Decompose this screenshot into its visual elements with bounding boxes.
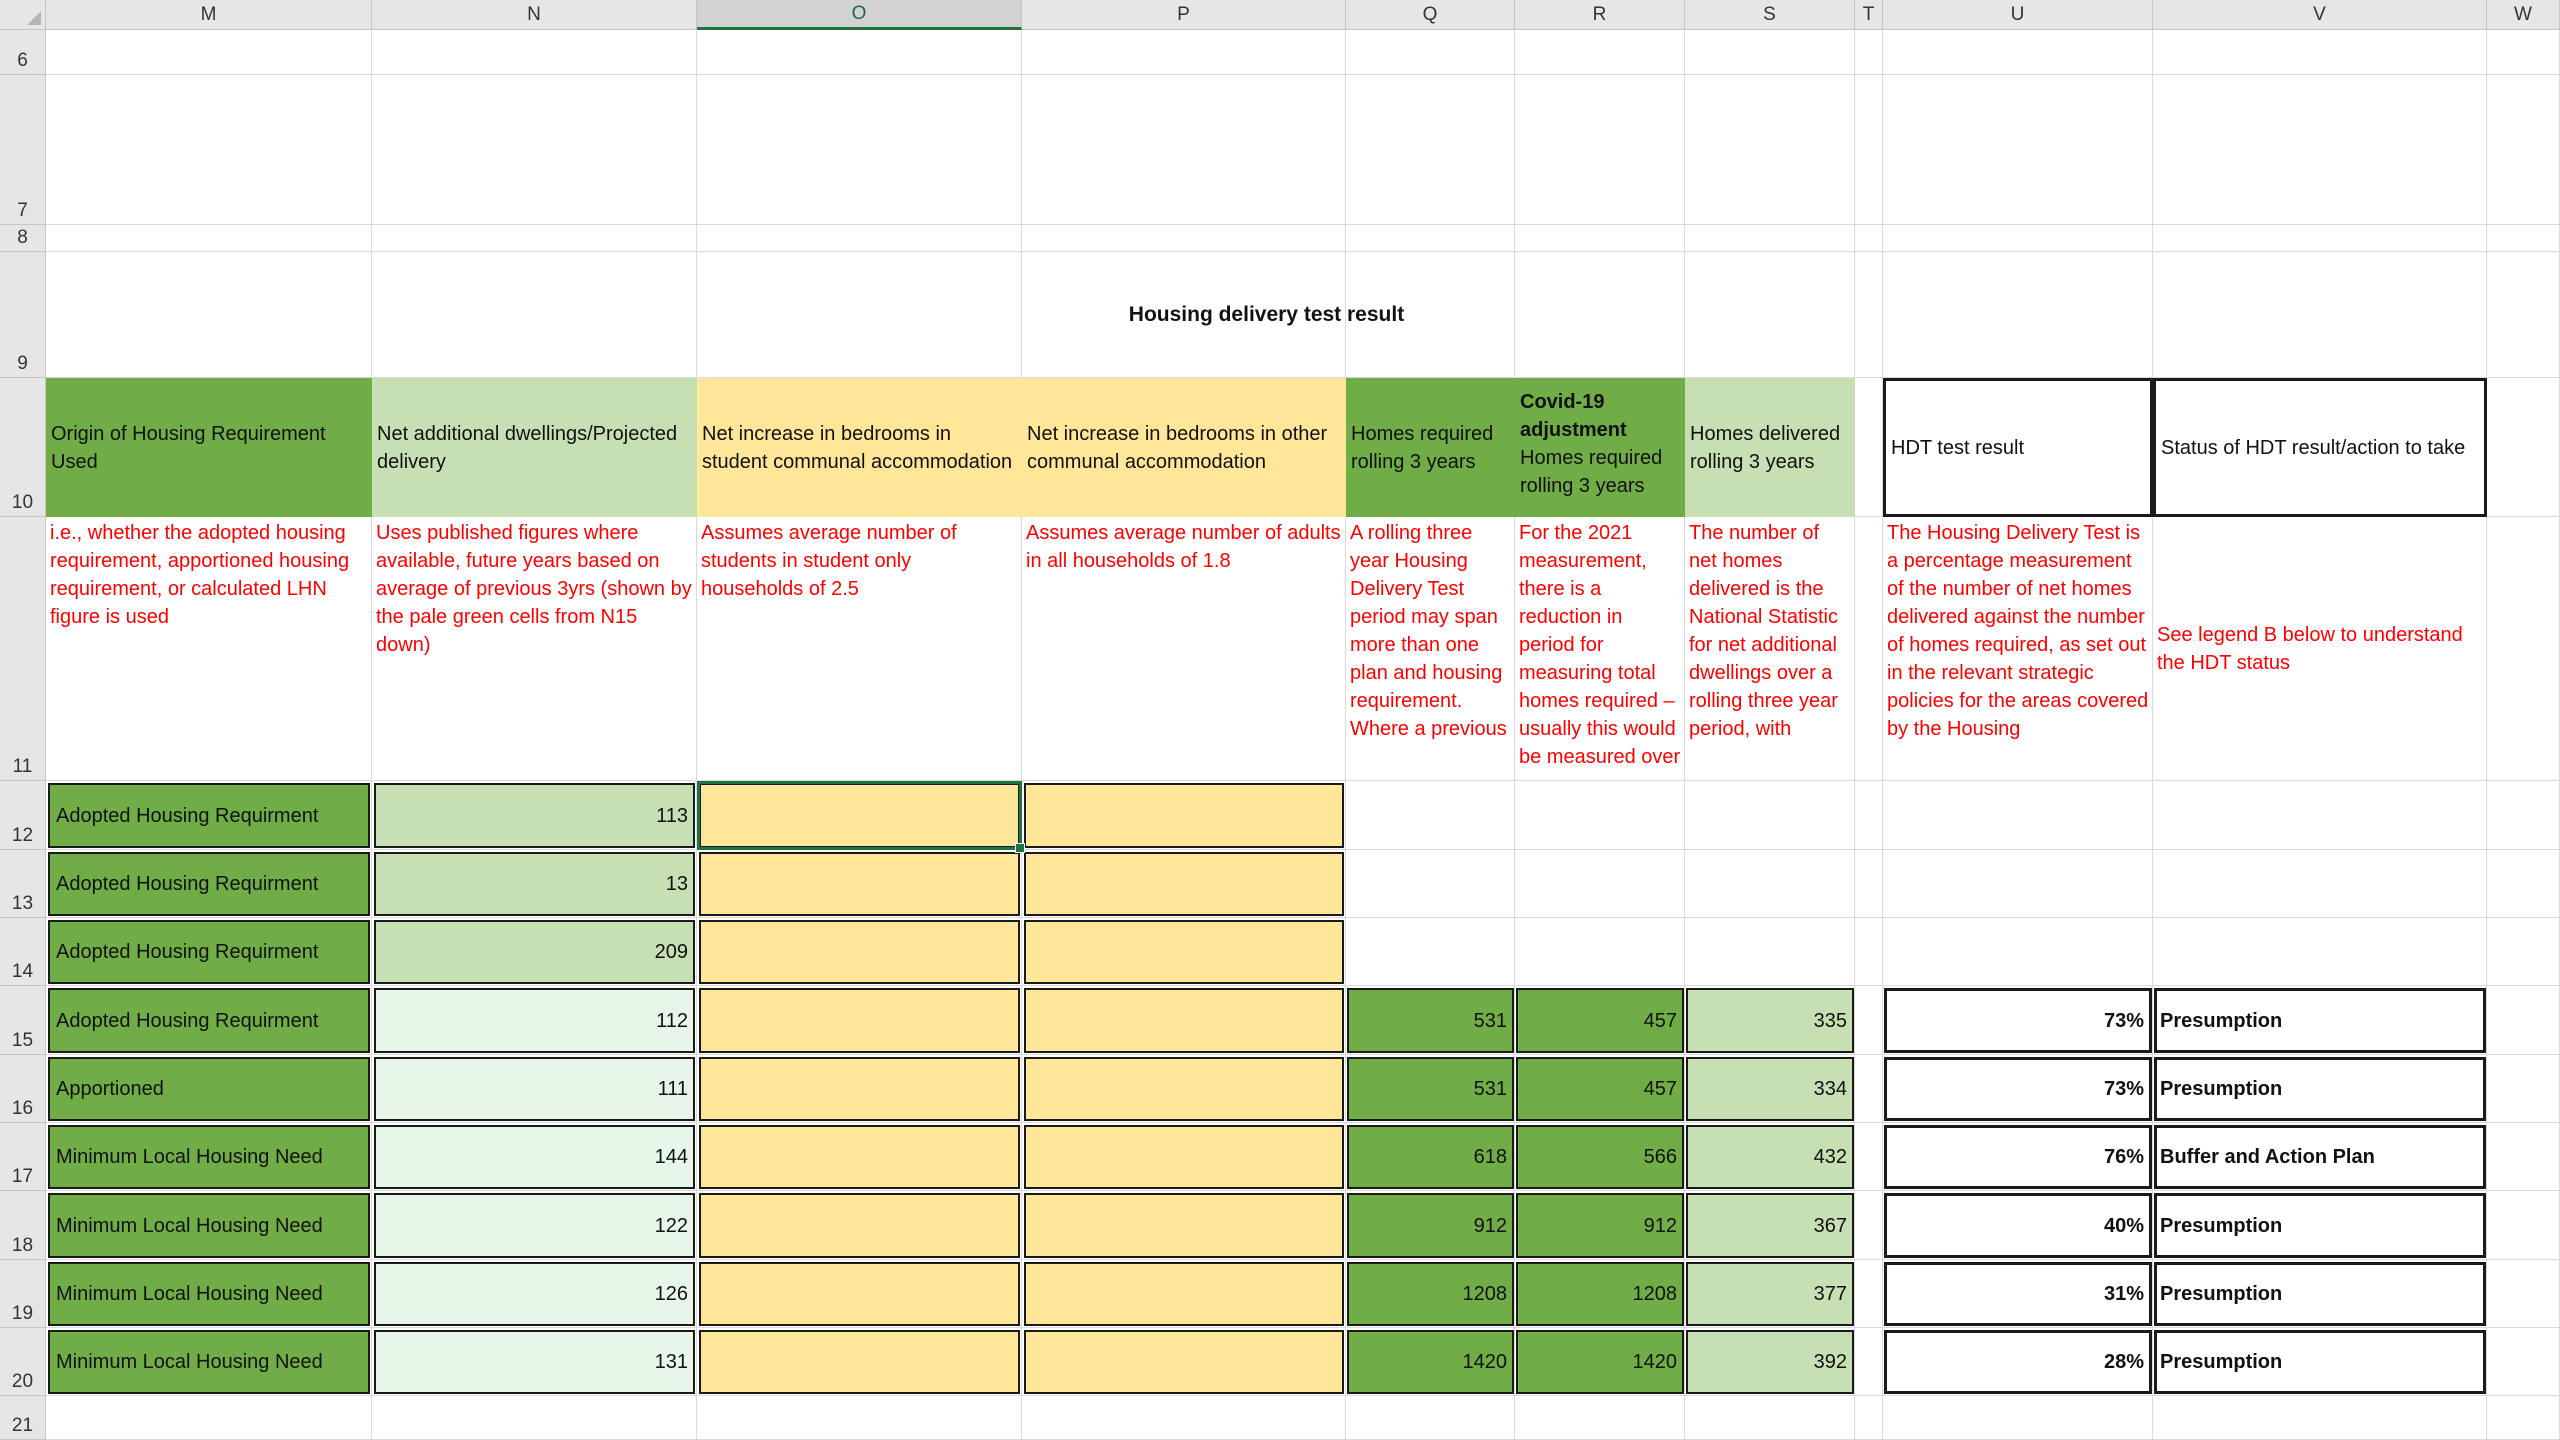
row-header-21[interactable]: 21: [0, 1396, 46, 1440]
row-header-9[interactable]: 9: [0, 252, 46, 378]
other-bedrooms-cell[interactable]: [1024, 852, 1344, 916]
row-header-14[interactable]: 14: [0, 918, 46, 986]
header-homes-delivered-rolling[interactable]: Homes delivered rolling 3 years: [1685, 378, 1855, 517]
fill-handle[interactable]: [1015, 843, 1025, 853]
student-bedrooms-cell[interactable]: [699, 1262, 1020, 1326]
origin-cell[interactable]: Adopted Housing Requirment: [48, 852, 370, 916]
hdt-result-cell[interactable]: 31%: [1884, 1262, 2152, 1326]
origin-cell[interactable]: Adopted Housing Requirment: [48, 920, 370, 984]
column-header-u[interactable]: U: [1883, 0, 2153, 30]
header-other-communal-bedrooms[interactable]: Net increase in bedrooms in other communal accommodation: [1022, 378, 1346, 517]
net-dwellings-cell[interactable]: 113: [374, 783, 695, 848]
other-bedrooms-cell[interactable]: [1024, 988, 1344, 1053]
note-s[interactable]: The number of net homes delivered is the National Statistic for net additional dwellings over a rolling three year period, with: [1689, 522, 1838, 740]
other-bedrooms-cell[interactable]: [1024, 1262, 1344, 1326]
student-bedrooms-cell[interactable]: [699, 1125, 1020, 1189]
net-dwellings-cell[interactable]: 112: [374, 988, 695, 1053]
hdt-status-cell[interactable]: Presumption: [2154, 1057, 2486, 1121]
header-homes-required-rolling[interactable]: Homes required rolling 3 years: [1346, 378, 1515, 517]
header-hdt-test-result[interactable]: HDT test result: [1883, 378, 2153, 517]
row-header-11[interactable]: 11: [0, 517, 46, 781]
row-header-10[interactable]: 10: [0, 378, 46, 517]
other-bedrooms-cell[interactable]: [1024, 1125, 1344, 1189]
origin-cell[interactable]: Adopted Housing Requirment: [48, 783, 370, 848]
gridline-horizontal: [0, 1054, 2560, 1055]
gridline-horizontal: [0, 917, 2560, 918]
homes-required-cell[interactable]: 531: [1347, 1057, 1514, 1121]
homes-delivered-cell[interactable]: 367: [1686, 1193, 1854, 1258]
homes-required-cell[interactable]: 1208: [1347, 1262, 1514, 1326]
student-bedrooms-cell[interactable]: [699, 1330, 1020, 1394]
select-all-triangle-icon: [27, 11, 41, 25]
row-header-6[interactable]: 6: [0, 30, 46, 75]
homes-delivered-cell[interactable]: 392: [1686, 1330, 1854, 1394]
homes-required-cell[interactable]: 1420: [1347, 1330, 1514, 1394]
hdt-result-cell[interactable]: 76%: [1884, 1125, 2152, 1189]
header-net-additional-dwellings[interactable]: Net additional dwellings/Projected delivery: [372, 378, 697, 517]
row-header-7[interactable]: 7: [0, 75, 46, 225]
note-r[interactable]: For the 2021 measurement, there is a reduction in period for measuring total homes required – usually this would be measured over: [1519, 522, 1681, 768]
column-header-n[interactable]: N: [372, 0, 697, 30]
homes-delivered-cell[interactable]: 377: [1686, 1262, 1854, 1326]
hdt-status-cell[interactable]: Buffer and Action Plan: [2154, 1125, 2486, 1189]
column-header-t[interactable]: T: [1855, 0, 1883, 30]
origin-cell[interactable]: Minimum Local Housing Need: [48, 1262, 370, 1326]
hdt-status-cell[interactable]: Presumption: [2154, 1193, 2486, 1258]
covid-adjusted-required-cell[interactable]: 1420: [1516, 1330, 1684, 1394]
gridline-horizontal: [0, 224, 2560, 225]
row-header-15[interactable]: 15: [0, 986, 46, 1055]
row-header-18[interactable]: 18: [0, 1191, 46, 1260]
covid-adjusted-required-cell[interactable]: 566: [1516, 1125, 1684, 1189]
note-n[interactable]: Uses published figures where available, future years based on average of previous 3yrs (shown by the pale green cells from N15 down): [376, 522, 692, 656]
gridline-horizontal: [0, 1259, 2560, 1260]
other-bedrooms-cell[interactable]: [1024, 1330, 1344, 1394]
row-header-17[interactable]: 17: [0, 1123, 46, 1191]
origin-cell[interactable]: Minimum Local Housing Need: [48, 1125, 370, 1189]
net-dwellings-cell[interactable]: 209: [374, 920, 695, 984]
net-dwellings-cell[interactable]: 144: [374, 1125, 695, 1189]
origin-cell[interactable]: Apportioned: [48, 1057, 370, 1121]
note-p[interactable]: Assumes average number of adults in all households of 1.8: [1026, 522, 1341, 572]
gridline-horizontal: [0, 74, 2560, 75]
note-m[interactable]: i.e., whether the adopted housing requirement, apportioned housing requirement, or calculated LHN figure is used: [50, 522, 350, 628]
homes-required-cell[interactable]: 912: [1347, 1193, 1514, 1258]
note-q[interactable]: A rolling three year Housing Delivery Test period may span more than one plan and housing requirement. Where a previous: [1350, 522, 1507, 740]
select-all-corner[interactable]: [0, 0, 46, 30]
column-header-p[interactable]: P: [1022, 0, 1346, 30]
sheet-title: Housing delivery test result: [1128, 303, 1405, 326]
gridline-horizontal: [0, 1190, 2560, 1191]
net-dwellings-cell[interactable]: 122: [374, 1193, 695, 1258]
other-bedrooms-cell[interactable]: [1024, 783, 1344, 848]
gridline-horizontal: [0, 1327, 2560, 1328]
origin-cell[interactable]: Minimum Local Housing Need: [48, 1193, 370, 1258]
hdt-result-cell[interactable]: 28%: [1884, 1330, 2152, 1394]
student-bedrooms-cell[interactable]: [699, 1057, 1020, 1121]
note-u[interactable]: The Housing Delivery Test is a percentage measurement of the number of net homes delivered against the number of homes required, as set out in the relevant strategic policies for the areas covered by the Housing: [1887, 522, 2149, 740]
header-hdt-status[interactable]: Status of HDT result/action to take: [2153, 378, 2487, 517]
student-bedrooms-cell[interactable]: [699, 920, 1020, 984]
homes-required-cell[interactable]: 618: [1347, 1125, 1514, 1189]
net-dwellings-cell[interactable]: 131: [374, 1330, 695, 1394]
homes-delivered-cell[interactable]: 334: [1686, 1057, 1854, 1121]
hdt-status-cell[interactable]: Presumption: [2154, 1330, 2486, 1394]
hdt-result-cell[interactable]: 40%: [1884, 1193, 2152, 1258]
hdt-result-cell[interactable]: 73%: [1884, 988, 2152, 1053]
homes-delivered-cell[interactable]: 335: [1686, 988, 1854, 1053]
header-covid-adjustment-subtitle: Homes required rolling 3 years: [1520, 447, 1663, 497]
row-header-8[interactable]: 8: [0, 225, 46, 252]
header-covid-adjustment-title: Covid-19 adjustment: [1520, 391, 1627, 441]
other-bedrooms-cell[interactable]: [1024, 920, 1344, 984]
homes-delivered-cell[interactable]: 432: [1686, 1125, 1854, 1189]
origin-cell[interactable]: Adopted Housing Requirment: [48, 988, 370, 1053]
other-bedrooms-cell[interactable]: [1024, 1193, 1344, 1258]
active-cell-selection[interactable]: [697, 781, 1022, 850]
note-o[interactable]: Assumes average number of students in student only households of 2.5: [701, 522, 957, 600]
row-header-12[interactable]: 12: [0, 781, 46, 850]
net-dwellings-cell[interactable]: 13: [374, 852, 695, 916]
gridline-horizontal: [0, 849, 2560, 850]
row-header-13[interactable]: 13: [0, 850, 46, 918]
column-header-r[interactable]: R: [1515, 0, 1685, 30]
covid-adjusted-required-cell[interactable]: 457: [1516, 988, 1684, 1053]
header-origin-of-housing-requirement[interactable]: Origin of Housing Requirement Used: [46, 378, 372, 517]
gridline-horizontal: [0, 1395, 2560, 1396]
column-header-o[interactable]: O: [697, 0, 1022, 30]
student-bedrooms-cell[interactable]: [699, 988, 1020, 1053]
student-bedrooms-cell[interactable]: [699, 1193, 1020, 1258]
row-header-16[interactable]: 16: [0, 1055, 46, 1123]
row-header-20[interactable]: 20: [0, 1328, 46, 1396]
covid-adjusted-required-cell[interactable]: 912: [1516, 1193, 1684, 1258]
net-dwellings-cell[interactable]: 126: [374, 1262, 695, 1326]
column-header-s[interactable]: S: [1685, 0, 1855, 30]
other-bedrooms-cell[interactable]: [1024, 1057, 1344, 1121]
header-covid-adjustment[interactable]: [1515, 378, 1685, 517]
column-header-w[interactable]: W: [2487, 0, 2560, 30]
net-dwellings-cell[interactable]: 111: [374, 1057, 695, 1121]
student-bedrooms-cell[interactable]: [699, 852, 1020, 916]
note-v[interactable]: See legend B below to understand the HDT status: [2157, 624, 2463, 674]
covid-adjusted-required-cell[interactable]: 457: [1516, 1057, 1684, 1121]
gridline-horizontal: [0, 985, 2560, 986]
column-header-v[interactable]: V: [2153, 0, 2487, 30]
origin-cell[interactable]: Minimum Local Housing Need: [48, 1330, 370, 1394]
hdt-status-cell[interactable]: Presumption: [2154, 1262, 2486, 1326]
homes-required-cell[interactable]: 531: [1347, 988, 1514, 1053]
header-student-communal-bedrooms[interactable]: Net increase in bedrooms in student communal accommodation: [697, 378, 1022, 517]
hdt-status-cell[interactable]: Presumption: [2154, 988, 2486, 1053]
column-header-m[interactable]: M: [46, 0, 372, 30]
row-header-19[interactable]: 19: [0, 1260, 46, 1328]
gridline-horizontal: [0, 1122, 2560, 1123]
column-header-q[interactable]: Q: [1346, 0, 1515, 30]
hdt-result-cell[interactable]: 73%: [1884, 1057, 2152, 1121]
covid-adjusted-required-cell[interactable]: 1208: [1516, 1262, 1684, 1326]
